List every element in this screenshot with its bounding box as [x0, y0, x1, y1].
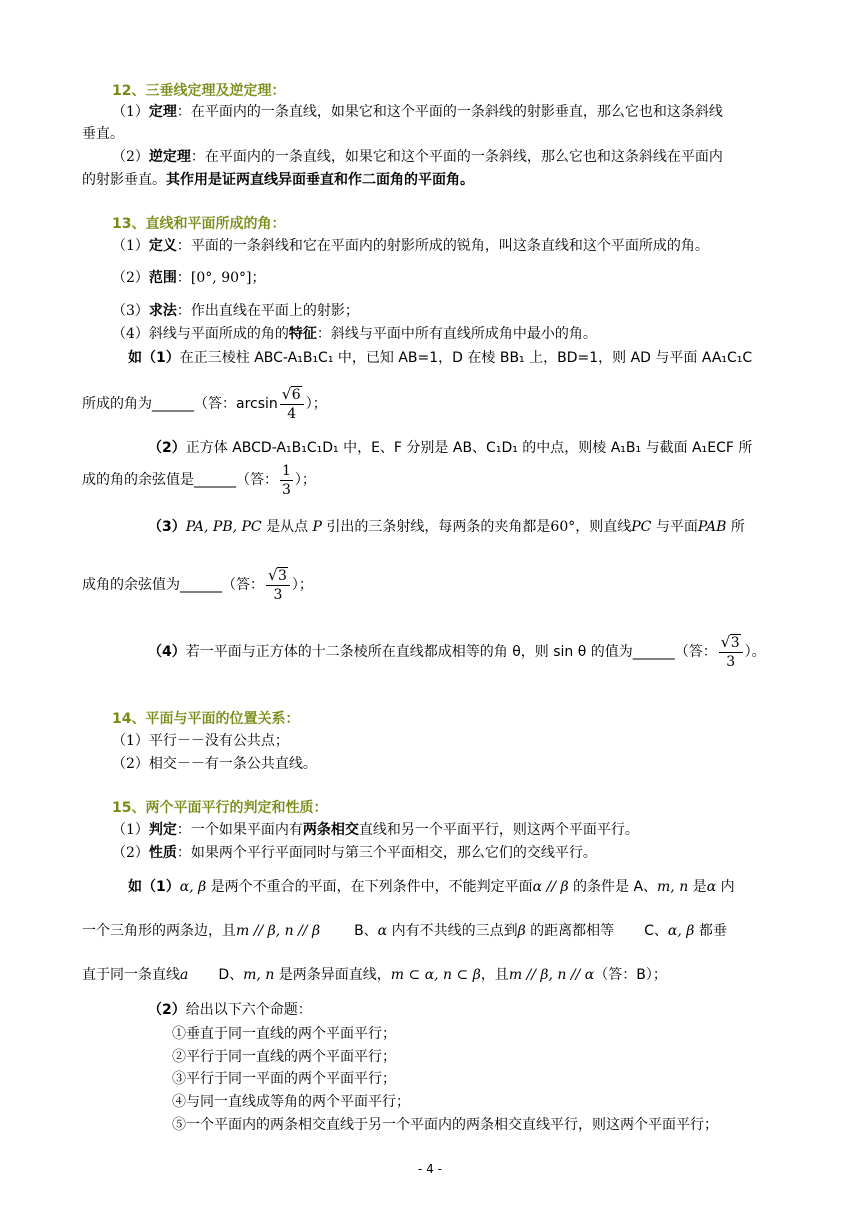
s15-ex1-line-2	[82, 921, 727, 941]
s13-ex1-label: 如（1）	[128, 350, 180, 366]
s15-ex1-m9: a	[180, 967, 189, 983]
s15-property	[112, 843, 597, 863]
s13-method	[112, 301, 359, 321]
s13-ex3-f: 所	[726, 519, 745, 535]
s13-ex3-den: 3	[273, 586, 283, 603]
s12-line-1	[112, 102, 723, 122]
s15-property-label: 性质	[148, 845, 177, 861]
s15-ex1-m5: m // β, n // β	[236, 923, 321, 939]
s13-ex2-fraction	[280, 462, 293, 499]
s13-ex3-label: （3）	[148, 519, 186, 535]
s15-j-a: （1）	[112, 822, 149, 838]
s13-ex3-line-1	[148, 517, 745, 537]
s13-ex2-num: 1	[282, 462, 291, 479]
s13-ex3-e: 与平面	[651, 519, 698, 535]
s15-ex1-line-3	[82, 965, 667, 985]
s14-line-1: （1）平行－－没有公共点；	[112, 733, 289, 749]
s15-ex1-m7: β	[517, 923, 526, 939]
s13-ex1-d: ）；	[305, 396, 327, 412]
s15-ex1-j: C、	[644, 923, 668, 939]
s15-ex1-l: 直于同一条直线	[82, 967, 180, 983]
s15-p-a: （2）	[112, 845, 149, 861]
section-15-title: 15、两个平面平行的判定和性质：	[112, 800, 328, 816]
s13-def-a: （1）	[112, 238, 149, 254]
s12-converse-label: 逆定理	[148, 149, 191, 165]
s13-feat-a: （4）斜线与平面所成的角的	[112, 326, 289, 342]
s15-ex1-m12: m // β, n // α	[508, 967, 595, 983]
s12-line-2: 垂直。	[82, 126, 124, 142]
s12-line-3	[112, 147, 723, 167]
s15-ex1-g: B、	[354, 923, 378, 939]
s15-ex1-d: 是	[688, 879, 707, 895]
list-item: ⑤一个平面内的两条相交直线于另一个平面内的两条相交直线平行，则这两个平面平行；	[172, 1117, 718, 1133]
s13-range-label: 范围	[148, 270, 177, 286]
s13-method-label: 求法	[148, 303, 177, 319]
s13-feature	[112, 324, 597, 344]
s15-ex1-m3: m, n	[657, 879, 689, 895]
s15-ex1-m1: α, β	[179, 879, 207, 895]
s13-ex2-line-2	[82, 460, 316, 500]
s13-range-a: （2）	[112, 270, 149, 286]
s15-ex1-e: 内	[716, 879, 735, 895]
list-item: ②平行于同一直线的两个平面平行；	[172, 1049, 396, 1065]
s15-ex2-label: （2）	[148, 1002, 186, 1018]
s13-ex3-m5: PAB	[697, 519, 727, 535]
s15-ex2-text: 给出以下六个命题：	[185, 1002, 312, 1018]
s15-ex1-m6: α	[377, 923, 388, 939]
s13-ex1-line-1	[128, 348, 752, 368]
s13-ex1-num: 6	[291, 386, 301, 403]
s13-ex2-d: ）；	[294, 472, 316, 488]
s13-ex2-line-1	[148, 438, 752, 458]
s13-ex1-den: 4	[287, 405, 297, 422]
s13-ex3-b: 是从点	[261, 519, 313, 535]
s13-ex3-m1: PA, PB, PC	[185, 519, 262, 535]
s13-ex1-text: 在正三棱柱 ABC-A₁B₁C₁ 中，已知 AB=1，D 在棱 BB₁ 上，BD=1，则 AD 与平面 AA₁C₁C	[179, 350, 753, 366]
s13-ex3-fraction: √ 3 3	[266, 567, 290, 604]
s15-ex1-h: 内有不共线的三点到	[387, 923, 518, 939]
s13-ex2-c: 成的角的余弦值是______（答：	[82, 472, 278, 488]
s13-ex3-d: ，则直线	[575, 519, 632, 535]
s13-ex1-line-2	[82, 384, 327, 424]
s14-line-2: （2）相交－－有一条公共直线。	[112, 756, 317, 772]
s13-range-d: ；	[251, 270, 266, 286]
s15-ex2-line	[148, 1000, 312, 1020]
s13-ex4-fraction: √ 3 3	[719, 634, 743, 671]
s12-l3c: ：在平面内的一条直线，如果它和这个平面的一条斜线，那么它也和这条斜线在平面内	[190, 149, 723, 165]
s13-ex1-c: 所成的角为______（答：arcsin	[82, 396, 278, 412]
s13-range-math: [0°, 90°]	[190, 270, 252, 286]
s15-ex1-m: D、	[218, 967, 244, 983]
s12-l4a: 的射影垂直。	[82, 172, 166, 188]
s13-method-a: （3）	[112, 303, 149, 319]
s13-ex3-c: 引出的三条射线，每两条的夹角都是	[321, 519, 551, 535]
s15-ex1-b: 是两个不重合的平面，在下列条件中，不能判定平面	[206, 879, 533, 895]
s12-l1c: ：在平面内的一条直线，如果它和这个平面的一条斜线的射影垂直，那么它也和这条斜线	[176, 104, 723, 120]
s15-ex1-f: 一个三角形的两条边，且	[82, 923, 236, 939]
s15-ex1-i: 的距离都相等	[525, 923, 615, 939]
s13-ex3-m3: 60°	[550, 519, 576, 535]
s15-j-d: 两条相交	[302, 822, 359, 838]
s13-ex2-text: 正方体 ABCD-A₁B₁C₁D₁ 中，E、F 分别是 AB、C₁D₁ 的中点，则棱 A₁B₁ 与截面 A₁ECF 所	[185, 440, 753, 456]
s13-ex3-line-2	[82, 565, 313, 605]
s12-theorem-label: 定理	[148, 104, 177, 120]
section-12-title: 12、三垂线定理及逆定理：	[112, 83, 286, 99]
s12-line-4	[82, 170, 474, 190]
s13-ex4-text: 若一平面与正方体的十二条棱所在直线都成相等的角 θ，则 sin θ 的值为______（答：	[185, 644, 717, 660]
s15-j-e: 直线和另一个平面平行，则这两个平面平行。	[358, 822, 639, 838]
s12-l4b: 其作用是证两直线异面垂直和作二面角的平面角。	[166, 172, 474, 188]
s13-range	[112, 268, 265, 288]
s15-judge	[112, 820, 639, 840]
s13-ex4-num: 3	[730, 634, 740, 651]
s13-ex3-m4: PC	[631, 519, 652, 535]
s13-ex1-fraction: √ 6 4	[280, 386, 304, 423]
s15-ex1-m2: α // β	[532, 879, 569, 895]
s15-ex1-m10: m, n	[243, 967, 275, 983]
s15-ex1-line-1	[128, 877, 735, 897]
s13-ex3-g: 成角的余弦值为______（答：	[82, 577, 264, 593]
s12-l3a: （2）	[112, 149, 149, 165]
s13-def-text: ：平面的一条斜线和它在平面内的射影所成的锐角，叫这条直线和这个平面所成的角。	[176, 238, 709, 254]
list-item: ③平行于同一平面的两个平面平行；	[172, 1071, 396, 1087]
s15-p-c: ：如果两个平行平面同时与第三个平面相交，那么它们的交线平行。	[176, 845, 597, 861]
s15-ex1-o: ，且	[480, 967, 509, 983]
s13-ex4-c: ）。	[744, 644, 766, 660]
s13-ex4-label: （4）	[148, 644, 186, 660]
list-item: ④与同一直线成等角的两个平面平行；	[172, 1094, 410, 1110]
list-item: ①垂直于同一直线的两个平面平行；	[172, 1026, 396, 1042]
s12-l1a: （1）	[112, 104, 149, 120]
s15-ex1-p: （答：B）；	[594, 967, 667, 983]
s15-ex1-m8: α, β	[667, 923, 695, 939]
section-14-title: 14、平面与平面的位置关系：	[112, 711, 300, 727]
s13-range-c: ：	[176, 270, 191, 286]
s13-def-label: 定义	[148, 238, 177, 254]
s15-ex1-k: 都垂	[694, 923, 727, 939]
s13-ex4-den: 3	[726, 653, 736, 670]
s15-ex1-label: 如（1）	[128, 879, 180, 895]
s13-ex3-h: ）；	[291, 577, 313, 593]
page-number: - 4 -	[418, 1162, 442, 1176]
s13-feature-label: 特征	[288, 326, 317, 342]
s15-ex1-m11: m ⊂ α, n ⊂ β	[390, 967, 481, 983]
s15-judge-label: 判定	[148, 822, 177, 838]
s15-ex1-m4: α	[706, 879, 717, 895]
s13-method-text: ：作出直线在平面上的射影；	[176, 303, 359, 319]
s13-ex3-num: 3	[278, 567, 287, 584]
s13-ex4-line	[148, 632, 766, 672]
s13-ex3-m2: P	[312, 519, 322, 535]
s13-feat-c: ：斜线与平面中所有直线所成角中最小的角。	[316, 326, 597, 342]
s13-ex2-label: （2）	[148, 440, 186, 456]
section-13-title: 13、直线和平面所成的角：	[112, 216, 286, 232]
s15-ex1-c: 的条件是 A、	[568, 879, 658, 895]
s13-ex2-den: 3	[282, 481, 291, 498]
s15-j-c: ：一个如果平面内有	[176, 822, 303, 838]
s15-ex1-n: 是两条异面直线，	[274, 967, 391, 983]
s13-definition	[112, 236, 709, 256]
